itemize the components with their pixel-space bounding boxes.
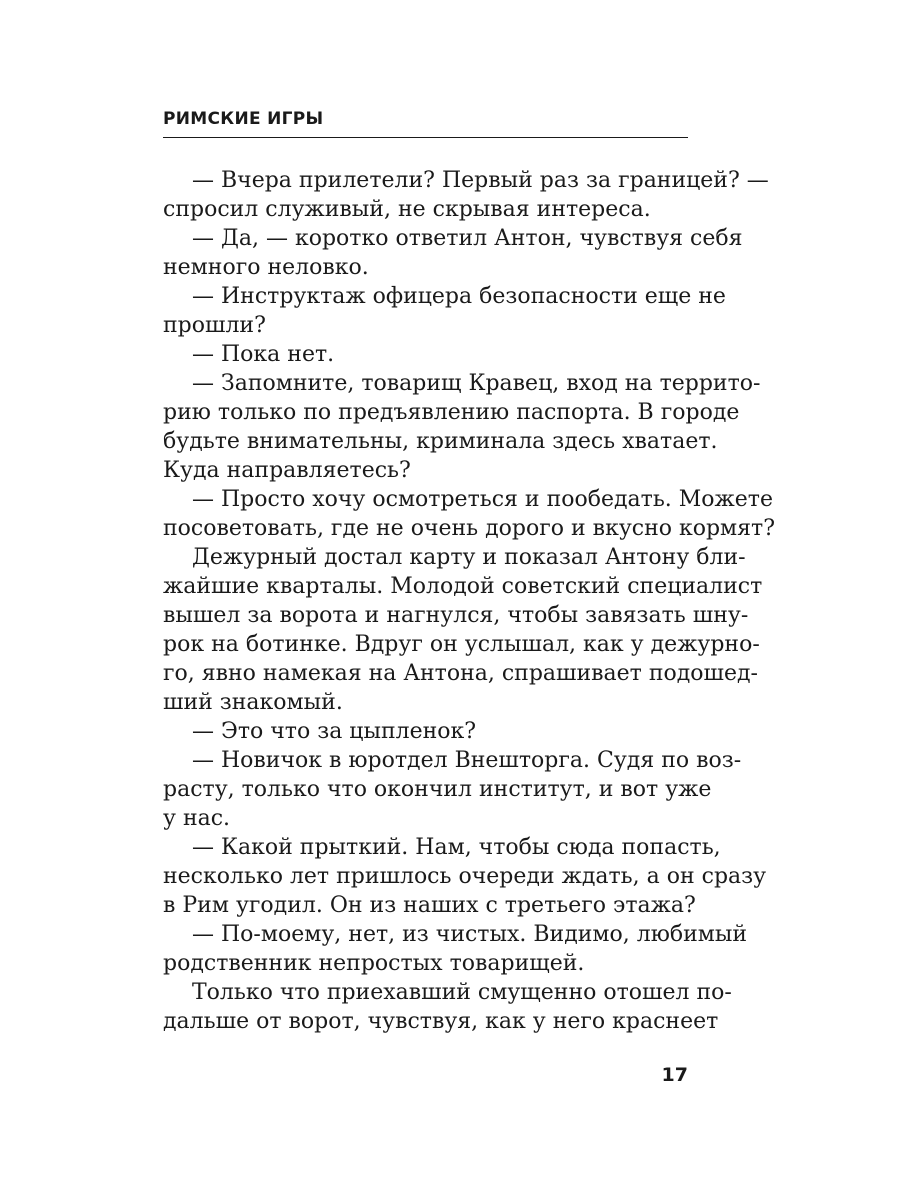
text-line: — Запомните, товарищ Кравец, вход на террито-: [192, 371, 761, 396]
header-rule: [163, 137, 688, 138]
text-line: Куда направляетесь?: [163, 458, 411, 483]
text-line: — Какой прыткий. Нам, чтобы сюда попасть,: [192, 835, 721, 860]
text-line: — Новичок в юротдел Внешторга. Судя по воз-: [192, 748, 742, 773]
text-line: посоветовать, где не очень дорого и вкусно кормят?: [163, 516, 776, 541]
text-line: Дежурный достал карту и показал Антону бли-: [192, 545, 746, 570]
text-line: Только что приехавший смущенно отошел по-: [192, 980, 732, 1005]
text-line: будьте внимательны, криминала здесь хватает.: [163, 429, 718, 454]
text-line: прошли?: [163, 313, 266, 338]
text-line: — Вчера прилетели? Первый раз за границей? —: [192, 168, 769, 193]
text-line: — По-моему, нет, из чистых. Видимо, любимый: [192, 922, 748, 947]
text-line: расту, только что окончил институт, и вот уже: [163, 777, 712, 802]
text-line: рок на ботинке. Вдруг он услышал, как у дежурно-: [163, 632, 760, 657]
text-line: — Просто хочу осмотреться и пообедать. Можете: [192, 487, 774, 512]
text-line: — Пока нет.: [192, 342, 335, 367]
text-line: ший знакомый.: [163, 690, 343, 715]
text-line: спросил служивый, не скрывая интереса.: [163, 197, 651, 222]
text-line: в Рим угодил. Он из наших с третьего этажа?: [163, 893, 696, 918]
text-line: несколько лет пришлось очереди ждать, а он сразу: [163, 864, 767, 889]
text-line: у нас.: [163, 806, 231, 831]
text-line: рию только по предъявлению паспорта. В городе: [163, 400, 740, 425]
page-number: 17: [661, 1064, 688, 1086]
text-line: — Это что за цыпленок?: [192, 719, 477, 744]
text-line: жайшие кварталы. Молодой советский специалист: [163, 574, 763, 599]
text-line: го, явно намекая на Антона, спрашивает подошед-: [163, 661, 758, 686]
text-line: немного неловко.: [163, 255, 369, 280]
running-title: РИМСКИЕ ИГРЫ: [163, 109, 324, 129]
body-text: [163, 166, 776, 1036]
text-line: — Инструктаж офицера безопасности еще не: [192, 284, 726, 309]
text-line: вышел за ворота и нагнулся, чтобы завязать шну-: [163, 603, 749, 628]
text-line: — Да, — коротко ответил Антон, чувствуя себя: [192, 226, 743, 251]
text-line: родственник непростых товарищей.: [163, 951, 585, 976]
text-line: дальше от ворот, чувствуя, как у него краснеет: [163, 1009, 719, 1034]
